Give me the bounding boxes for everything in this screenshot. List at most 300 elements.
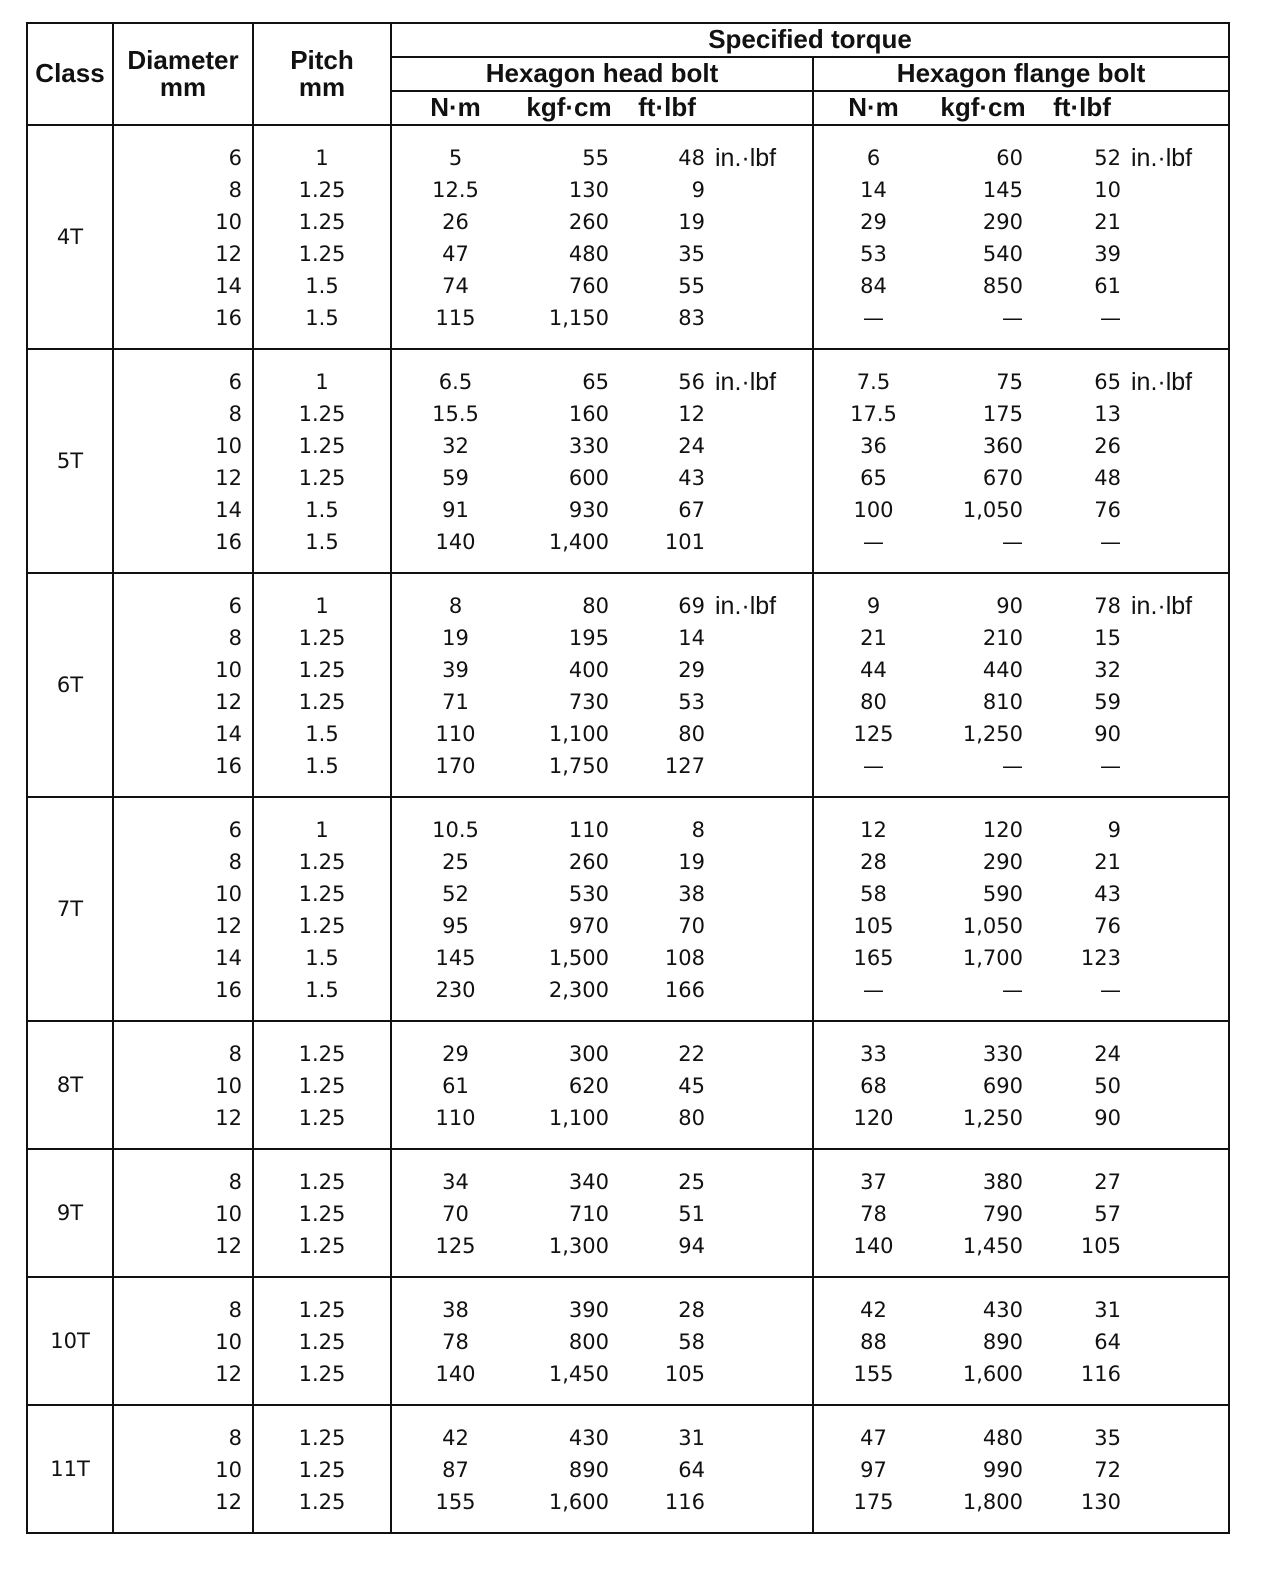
pitch-cell: 1.25 [253,846,391,878]
header-head-ftlbf: ft·lbf [619,91,715,125]
head-nm-cell: 115 [391,302,519,334]
spacer-cell [715,1390,813,1405]
flange-kgfcm-cell: 1,450 [962,1234,1023,1258]
table-row [27,1070,1229,1102]
group-top-spacer [27,125,1229,142]
spacer-cell [715,1149,813,1166]
spacer-cell [253,334,391,349]
spacer-cell [813,349,1131,366]
table-row [27,910,1229,942]
head-ftlbf-cell: 29 [678,658,705,682]
table-row [27,1486,1229,1518]
head-ftlbf-cell: 58 [678,1330,705,1354]
diameter-cell: 12 [113,238,253,270]
spacer-cell [391,1149,715,1166]
flange-kgfcm-cell: 175 [982,402,1023,426]
spacer-cell [715,782,813,797]
flange-kgfcm-cell: 990 [982,1458,1023,1482]
flange-nm-cell: 105 [813,910,933,942]
pitch-cell: 1.5 [253,494,391,526]
table-row [27,878,1229,910]
pitch-cell: 1.5 [253,302,391,334]
flange-nm-cell: 21 [813,622,933,654]
head-kgfcm-cell: 1,600 [548,1490,609,1514]
head-ftlbf-cell: 38 [678,882,705,906]
spacer-cell [1131,782,1229,797]
head-kgfcm-cell: 600 [568,466,609,490]
head-nm-cell: 8 [391,590,519,622]
diameter-cell: 12 [113,1358,253,1390]
torque-table [26,22,1230,1534]
diameter-cell: 8 [113,174,253,206]
flange-inlbf-unit [1131,718,1229,750]
head-kgfcm-cell: 930 [568,498,609,522]
table-row [27,430,1229,462]
table-row [27,206,1229,238]
group-bottom-spacer [27,558,1229,573]
head-ftlbf-cell: 105 [664,1362,705,1386]
pitch-cell: 1.25 [253,1326,391,1358]
spacer-cell [1131,573,1229,590]
spacer-cell [253,1006,391,1021]
diameter-cell: 10 [113,1326,253,1358]
head-kgfcm-cell: 430 [568,1426,609,1450]
flange-kgfcm-cell: 430 [982,1298,1023,1322]
spacer-cell [813,1149,1131,1166]
flange-kgfcm-cell: 890 [982,1330,1023,1354]
pitch-cell: 1.25 [253,1166,391,1198]
head-inlbf-unit [715,846,813,878]
pitch-cell: 1 [253,366,391,398]
diameter-cell: 6 [113,142,253,174]
flange-ftlbf-cell: 90 [1094,722,1121,746]
flange-inlbf-unit [1131,1198,1229,1230]
flange-nm-cell: — [813,974,933,1006]
spacer-cell [1131,1518,1229,1533]
flange-nm-cell: 65 [813,462,933,494]
head-kgfcm-cell: 400 [568,658,609,682]
spacer-cell [253,125,391,142]
header-hex-head-bolt: Hexagon head bolt [391,57,813,91]
flange-kgfcm-cell: 1,050 [962,498,1023,522]
spacer-cell [813,573,1131,590]
spacer-cell [813,1006,1131,1021]
flange-inlbf-unit [1131,206,1229,238]
flange-nm-cell: 58 [813,878,933,910]
head-kgfcm-cell: 890 [568,1458,609,1482]
flange-nm-cell: 28 [813,846,933,878]
flange-ftlbf-cell: 61 [1094,274,1121,298]
flange-ftlbf-cell: 24 [1094,1042,1121,1066]
spacer-cell [1131,797,1229,814]
table-row [27,846,1229,878]
diameter-cell: 14 [113,718,253,750]
head-nm-cell: 78 [391,1326,519,1358]
diameter-cell: 12 [113,1486,253,1518]
head-kgfcm-cell: 760 [568,274,609,298]
head-inlbf-unit [715,910,813,942]
table-row [27,1358,1229,1390]
head-ftlbf-cell: 69 [678,594,705,618]
group-top-spacer [27,349,1229,366]
header-hex-flange-bolt: Hexagon flange bolt [813,57,1229,91]
flange-ftlbf-cell: 76 [1094,498,1121,522]
spacer-cell [113,1021,253,1038]
head-inlbf-unit [715,1198,813,1230]
flange-inlbf-unit [1131,462,1229,494]
class-cell: 10T [27,1277,113,1405]
head-nm-cell: 155 [391,1486,519,1518]
flange-ftlbf-cell: 105 [1080,1234,1121,1258]
spacer-cell [1131,1021,1229,1038]
flange-nm-cell: 44 [813,654,933,686]
flange-nm-cell: 42 [813,1294,933,1326]
header-pitch [253,23,391,125]
diameter-cell: 16 [113,974,253,1006]
head-kgfcm-cell: 480 [568,242,609,266]
flange-nm-cell: 155 [813,1358,933,1390]
class-cell: 4T [27,125,113,349]
flange-inlbf-unit [1131,1358,1229,1390]
head-inlbf-unit [715,1102,813,1134]
head-nm-cell: 74 [391,270,519,302]
head-nm-cell: 34 [391,1166,519,1198]
flange-inlbf-unit [1131,686,1229,718]
table-row [27,686,1229,718]
group-bottom-spacer [27,782,1229,797]
head-inlbf-unit [715,398,813,430]
header-head-nm: N·m [391,91,519,125]
spacer-cell [1131,1262,1229,1277]
head-ftlbf-cell: 25 [678,1170,705,1194]
spacer-cell [1131,558,1229,573]
pitch-cell: 1.5 [253,750,391,782]
flange-nm-cell: 7.5 [813,366,933,398]
flange-kgfcm-cell: 590 [982,882,1023,906]
head-nm-cell: 19 [391,622,519,654]
flange-inlbf-unit [1131,622,1229,654]
header-class: Class [27,23,113,125]
pitch-cell: 1.25 [253,1294,391,1326]
head-inlbf-unit [715,1422,813,1454]
spacer-cell [1131,1006,1229,1021]
flange-ftlbf-cell: 76 [1094,914,1121,938]
flange-kgfcm-cell: 1,700 [962,946,1023,970]
table-row [27,494,1229,526]
pitch-cell: 1.5 [253,526,391,558]
spacer-cell [813,1405,1131,1422]
head-inlbf-unit [715,750,813,782]
spacer-cell [715,558,813,573]
spacer-cell [253,1518,391,1533]
head-inlbf-unit [715,1454,813,1486]
spacer-cell [113,1518,253,1533]
head-inlbf-unit [715,942,813,974]
head-nm-cell: 91 [391,494,519,526]
head-kgfcm-cell: 300 [568,1042,609,1066]
head-kgfcm-cell: 260 [568,850,609,874]
pitch-cell: 1.5 [253,270,391,302]
flange-ftlbf-cell: 72 [1094,1458,1121,1482]
flange-ftlbf-cell: 13 [1094,402,1121,426]
head-kgfcm-cell: 1,450 [548,1362,609,1386]
diameter-cell: 12 [113,686,253,718]
diameter-cell: 12 [113,1230,253,1262]
spacer-cell [1131,125,1229,142]
head-kgfcm-cell: 1,400 [548,530,609,554]
head-inlbf-unit [715,1038,813,1070]
group-bottom-spacer [27,1134,1229,1149]
diameter-cell: 12 [113,1102,253,1134]
spacer-cell [715,1262,813,1277]
flange-ftlbf-cell: 32 [1094,658,1121,682]
flange-kgfcm-cell: 790 [982,1202,1023,1226]
flange-inlbf-unit [1131,846,1229,878]
head-kgfcm-cell: 1,100 [548,722,609,746]
spacer-cell [813,1518,1131,1533]
head-nm-cell: 42 [391,1422,519,1454]
flange-nm-cell: 17.5 [813,398,933,430]
head-nm-cell: 145 [391,942,519,974]
head-kgfcm-cell: 330 [568,434,609,458]
spacer-cell [391,334,715,349]
flange-ftlbf-cell: — [1100,754,1121,778]
pitch-cell: 1 [253,590,391,622]
spacer-cell [253,1277,391,1294]
flange-ftlbf-cell: 130 [1080,1490,1121,1514]
spacer-cell [391,558,715,573]
table-row [27,1422,1229,1454]
flange-kgfcm-cell: 1,050 [962,914,1023,938]
diameter-cell: 10 [113,1198,253,1230]
spacer-cell [391,797,715,814]
head-ftlbf-cell: 70 [678,914,705,938]
head-nm-cell: 170 [391,750,519,782]
flange-kgfcm-cell: 850 [982,274,1023,298]
flange-inlbf-unit [1131,750,1229,782]
class-cell: 9T [27,1149,113,1277]
head-nm-cell: 52 [391,878,519,910]
flange-ftlbf-cell: 65 [1094,370,1121,394]
diameter-cell: 14 [113,494,253,526]
head-ftlbf-cell: 51 [678,1202,705,1226]
head-inlbf-unit [715,462,813,494]
pitch-cell: 1.25 [253,462,391,494]
diameter-cell: 16 [113,302,253,334]
flange-ftlbf-cell: 90 [1094,1106,1121,1130]
flange-kgfcm-cell: — [1002,978,1023,1002]
spacer-cell [715,573,813,590]
flange-inlbf-unit [1131,1230,1229,1262]
pitch-cell: 1.25 [253,910,391,942]
flange-nm-cell: 12 [813,814,933,846]
flange-ftlbf-cell: — [1100,978,1121,1002]
flange-nm-cell: 165 [813,942,933,974]
flange-nm-cell: 140 [813,1230,933,1262]
head-ftlbf-cell: 19 [678,850,705,874]
head-nm-cell: 230 [391,974,519,1006]
class-cell: 7T [27,797,113,1021]
spacer-cell [715,125,813,142]
pitch-cell: 1.25 [253,174,391,206]
spacer-cell [715,797,813,814]
head-inlbf-unit [715,526,813,558]
flange-kgfcm-cell: 1,600 [962,1362,1023,1386]
flange-kgfcm-cell: 690 [982,1074,1023,1098]
flange-ftlbf-cell: — [1100,306,1121,330]
pitch-cell: 1.25 [253,206,391,238]
flange-nm-cell: 88 [813,1326,933,1358]
flange-nm-cell: 47 [813,1422,933,1454]
head-nm-cell: 15.5 [391,398,519,430]
head-ftlbf-cell: 101 [664,530,705,554]
flange-inlbf-unit: in.·lbf [1131,366,1229,398]
diameter-cell: 6 [113,590,253,622]
class-cell: 8T [27,1021,113,1149]
table-row [27,238,1229,270]
flange-ftlbf-cell: 35 [1094,1426,1121,1450]
head-inlbf-unit [715,174,813,206]
spacer-cell [391,1262,715,1277]
head-ftlbf-cell: 108 [664,946,705,970]
head-inlbf-unit [715,974,813,1006]
head-inlbf-unit [715,494,813,526]
head-kgfcm-cell: 130 [568,178,609,202]
flange-kgfcm-cell: 120 [982,818,1023,842]
flange-nm-cell: 97 [813,1454,933,1486]
header-head-kgfcm: kgf·cm [519,91,619,125]
head-inlbf-unit [715,238,813,270]
flange-ftlbf-cell: 64 [1094,1330,1121,1354]
head-nm-cell: 6.5 [391,366,519,398]
flange-inlbf-unit [1131,910,1229,942]
spacer-cell [113,782,253,797]
flange-ftlbf-cell: 50 [1094,1074,1121,1098]
head-inlbf-unit: in.·lbf [715,142,813,174]
pitch-cell: 1.25 [253,1422,391,1454]
flange-inlbf-unit [1131,270,1229,302]
flange-nm-cell: 36 [813,430,933,462]
head-kgfcm-cell: 710 [568,1202,609,1226]
head-kgfcm-cell: 1,100 [548,1106,609,1130]
header-specified-torque: Specified torque [391,23,1229,57]
spacer-cell [391,573,715,590]
head-inlbf-unit [715,1326,813,1358]
flange-ftlbf-cell: 48 [1094,466,1121,490]
flange-ftlbf-cell: 59 [1094,690,1121,714]
spacer-cell [1131,1405,1229,1422]
spacer-cell [113,334,253,349]
spacer-cell [715,1006,813,1021]
flange-nm-cell: 175 [813,1486,933,1518]
flange-kgfcm-cell: — [1002,306,1023,330]
flange-kgfcm-cell: 440 [982,658,1023,682]
pitch-cell: 1.25 [253,238,391,270]
flange-nm-cell: 6 [813,142,933,174]
head-nm-cell: 5 [391,142,519,174]
flange-ftlbf-cell: 57 [1094,1202,1121,1226]
group-bottom-spacer [27,1262,1229,1277]
diameter-cell: 8 [113,1422,253,1454]
head-kgfcm-cell: 260 [568,210,609,234]
head-ftlbf-cell: 83 [678,306,705,330]
head-ftlbf-cell: 14 [678,626,705,650]
head-kgfcm-cell: 340 [568,1170,609,1194]
flange-inlbf-unit [1131,1422,1229,1454]
flange-ftlbf-cell: 123 [1080,946,1121,970]
table-row [27,1294,1229,1326]
head-nm-cell: 10.5 [391,814,519,846]
flange-nm-cell: — [813,302,933,334]
flange-inlbf-unit [1131,1486,1229,1518]
flange-ftlbf-cell: 26 [1094,434,1121,458]
spacer-cell [813,782,1131,797]
flange-inlbf-unit [1131,1326,1229,1358]
head-ftlbf-cell: 28 [678,1298,705,1322]
spacer-cell [813,558,1131,573]
head-inlbf-unit [715,1230,813,1262]
spacer-cell [253,349,391,366]
head-ftlbf-cell: 9 [691,178,705,202]
head-kgfcm-cell: 160 [568,402,609,426]
flange-kgfcm-cell: 810 [982,690,1023,714]
diameter-cell: 10 [113,654,253,686]
pitch-cell: 1.5 [253,942,391,974]
head-ftlbf-cell: 67 [678,498,705,522]
flange-inlbf-unit [1131,974,1229,1006]
header-pitch-label: Pitch [290,44,354,75]
pitch-cell: 1.25 [253,654,391,686]
spacer-cell [253,1149,391,1166]
flange-inlbf-unit [1131,238,1229,270]
spacer-cell [1131,1390,1229,1405]
flange-kgfcm-cell: 380 [982,1170,1023,1194]
flange-inlbf-unit [1131,1166,1229,1198]
head-ftlbf-cell: 116 [664,1490,705,1514]
group-bottom-spacer [27,1390,1229,1405]
table-row [27,1326,1229,1358]
flange-kgfcm-cell: 330 [982,1042,1023,1066]
table-row [27,270,1229,302]
head-nm-cell: 70 [391,1198,519,1230]
flange-inlbf-unit [1131,654,1229,686]
flange-inlbf-unit [1131,430,1229,462]
spacer-cell [715,349,813,366]
table-row [27,1102,1229,1134]
head-inlbf-unit [715,1070,813,1102]
table-row [27,1230,1229,1262]
head-kgfcm-cell: 1,500 [548,946,609,970]
diameter-cell: 10 [113,430,253,462]
group-bottom-spacer [27,334,1229,349]
pitch-cell: 1.25 [253,1102,391,1134]
flange-inlbf-unit: in.·lbf [1131,142,1229,174]
table-row [27,1454,1229,1486]
pitch-cell: 1.25 [253,622,391,654]
pitch-cell: 1.25 [253,878,391,910]
head-inlbf-unit: in.·lbf [715,590,813,622]
spacer-cell [813,125,1131,142]
spacer-cell [813,1262,1131,1277]
head-kgfcm-cell: 55 [582,146,609,170]
flange-inlbf-unit [1131,398,1229,430]
table-body [27,125,1229,1533]
group-top-spacer [27,573,1229,590]
flange-nm-cell: 100 [813,494,933,526]
head-kgfcm-cell: 730 [568,690,609,714]
header-diameter-label: Diameter [127,44,239,75]
pitch-cell: 1.25 [253,686,391,718]
